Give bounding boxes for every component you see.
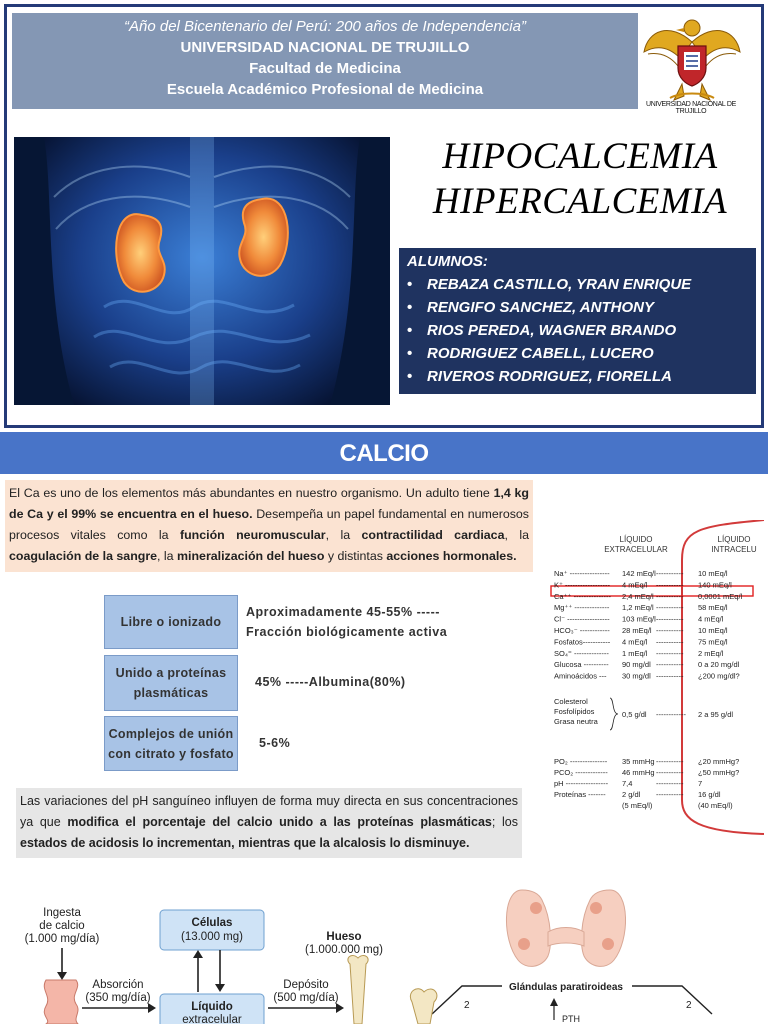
university-name: UNIVERSIDAD NACIONAL DE TRUJILLO xyxy=(180,39,470,56)
fluid-row-label: HCO₃⁻ ------------ xyxy=(554,626,610,635)
right-number: 2 xyxy=(686,1000,692,1011)
gas-row-extracellular: 35 mmHg xyxy=(622,757,655,766)
fluid-row-extracellular: 2,4 mEq/l xyxy=(622,591,654,601)
cells-box xyxy=(160,910,264,950)
university-crest-logo xyxy=(640,12,744,104)
gas-row-label: PCO₂ ------------- xyxy=(554,768,608,777)
fluid-row-intracellular: 0 a 20 mg/dl xyxy=(698,660,740,670)
fluid-row-leader: ----------- xyxy=(656,603,684,613)
lipid-ext: 0,5 g/dl xyxy=(622,710,647,719)
fluid-row-label: Glucosa ---------- xyxy=(554,660,609,670)
ecf-label: extracelular xyxy=(182,1014,242,1024)
gas-row-leader: ----------- xyxy=(656,757,684,766)
lipid-int: 2 a 95 g/dl xyxy=(698,710,734,719)
fluid-row-extracellular: 142 mEq/l xyxy=(622,569,656,578)
gas-row-leader: ----------- xyxy=(656,768,684,777)
fluid-row-extracellular: 90 mg/dl xyxy=(622,660,651,670)
lipid-label: Fosfolípidos xyxy=(554,707,595,716)
fluid-row-extracellular: 1 mEq/l xyxy=(622,648,648,658)
fluid-row-label: K⁺ ------------------ xyxy=(554,580,611,590)
fluid-row-extracellular: 103 mEq/l xyxy=(622,614,656,624)
gas-row-extracellular: 46 mmHg xyxy=(622,768,655,777)
svg-text:------------: ------------ xyxy=(656,710,686,719)
school-name: Escuela Académico Profesional de Medicina xyxy=(166,81,484,98)
gas-row-intracellular: ¿20 mmHg? xyxy=(698,757,740,766)
fluid-row-label: Cl⁻ ----------------- xyxy=(554,614,610,624)
deposit-label: Depósito xyxy=(283,979,329,991)
bone-label: Hueso xyxy=(326,931,362,943)
students-box xyxy=(399,248,756,394)
absorption-label: Absorción xyxy=(92,979,144,991)
fluid-row-extracellular: 4 mEq/l xyxy=(622,637,648,647)
lipid-label: Grasa neutra xyxy=(554,717,598,726)
motto: “Año del Bicentenario del Perú: 200 años de Independencia” xyxy=(124,18,526,35)
fluid-row-leader: ----------- xyxy=(656,671,684,681)
gas-row-label: pH ----------------- xyxy=(554,779,609,788)
deposit-label: (500 mg/día) xyxy=(273,992,339,1004)
presentation-title xyxy=(404,134,756,224)
students-heading: ALUMNOS: xyxy=(407,253,488,270)
kidney-illustration xyxy=(14,137,390,405)
student-name: • RIOS PEREDA, WAGNER BRANDO xyxy=(407,319,748,342)
student-name: • RIVEROS RODRIGUEZ, FIORELLA xyxy=(407,365,748,388)
calcio-intro: El Ca es uno de los elementos más abundantes en nuestro organismo. Un adulto tiene 1,4 kg de Ca y el 99% se encuentra en el hueso. Desempeña un papel fundamental en numerosos procesos vitales como la función neuromuscular, la contractilidad cardiaca, la coagulación de la sangre, la mineralización del hueso y distintas acciones hormonales. xyxy=(5,480,533,572)
fluid-row-leader: ----------- xyxy=(656,569,684,578)
fluid-row-extracellular: 4 mEq/l xyxy=(622,580,648,590)
fluid-row-intracellular: 4 mEq/l xyxy=(698,614,724,624)
fluid-row-leader: ----------- xyxy=(656,648,684,658)
intake-label: de calcio xyxy=(39,920,85,932)
col1-header: LÍQUIDO xyxy=(619,535,653,544)
fluid-row-intracellular: ¿200 mg/dl? xyxy=(698,671,740,681)
glands-label: Glándulas paratiroideas xyxy=(509,982,623,993)
cells-label: Células xyxy=(191,917,233,929)
fluid-row-intracellular: 58 mEq/l xyxy=(698,603,728,613)
fraction-protein-box: Unido a proteínas plasmáticas xyxy=(104,655,238,711)
fluid-row-intracellular: 0,0001 mEq/l xyxy=(698,591,743,601)
fluid-row-label: SO₄⁼ -------------- xyxy=(554,648,609,658)
fluid-row-extracellular: 28 mEq/l xyxy=(622,626,652,635)
title-line-1: HIPOCALCEMIA xyxy=(442,136,718,177)
fluid-row-extracellular: 30 mg/dl xyxy=(622,671,651,681)
absorption-label: (350 mg/día) xyxy=(85,992,151,1004)
intake-label: Ingesta xyxy=(43,907,81,919)
gas-row-label: PO₂ --------------- xyxy=(554,757,608,766)
fraction-free-desc: Aproximadamente 45-55% ----- Fracción biológicamente activa xyxy=(246,605,448,639)
fluid-row-intracellular: 140 mEq/l xyxy=(698,580,732,590)
fraction-complex-box: Complejos de unión con citrato y fosfato xyxy=(104,716,238,771)
intake-label: (1.000 mg/día) xyxy=(24,933,100,945)
fluid-row-label: Aminoácidos --- xyxy=(554,671,607,681)
protein-ext2: (5 mEq/l) xyxy=(622,801,653,810)
fluid-row-extracellular: 1,2 mEq/l xyxy=(622,603,654,613)
fraction-complex-desc: 5-6% xyxy=(259,736,291,750)
fluid-row-leader: ----------- xyxy=(656,660,684,670)
fluid-row-leader: ----------- xyxy=(656,637,684,647)
university-banner xyxy=(12,13,638,109)
title-line-2: HIPERCALCEMIA xyxy=(432,181,728,222)
fluid-row-leader: ----------- xyxy=(656,591,684,601)
student-name: • RODRIGUEZ CABELL, LUCERO xyxy=(407,342,748,365)
fluid-row-intracellular: 10 mEq/l xyxy=(698,626,728,635)
cells-label: (13.000 mg) xyxy=(180,931,244,943)
gas-row-intracellular: ¿50 mmHg? xyxy=(698,768,740,777)
fluid-row-label: Ca⁺⁺ --------------- xyxy=(554,591,612,601)
protein-int2: (40 mEq/l) xyxy=(698,801,733,810)
fluid-row-leader: ----------- xyxy=(656,626,684,635)
fraction-protein-desc: 45% -----Albumina(80%) xyxy=(255,675,406,689)
crest-caption: UNIVERSIDAD NACIONAL DE TRUJILLO xyxy=(645,101,737,115)
fraction-free-box: Libre o ionizado xyxy=(104,595,238,649)
gas-row-extracellular: 2 g/dl xyxy=(622,790,641,799)
fluid-row-intracellular: 2 mEq/l xyxy=(698,648,724,658)
gas-row-leader: ----------- xyxy=(656,779,684,788)
student-name: • REBAZA CASTILLO, YRAN ENRIQUE xyxy=(407,273,748,296)
fluid-row-leader: ----------- xyxy=(656,614,684,624)
students-list xyxy=(407,273,748,388)
left-number: 2 xyxy=(464,1000,470,1011)
fluid-row-intracellular: 10 mEq/l xyxy=(698,569,728,578)
ph-note: Las variaciones del pH sanguíneo influyen de forma muy directa en sus concentraciones ya que modifica el porcentaje del calcio unido a las proteínas plasmáticas; los estados de acidosis lo incrementan, mientras que la alcalosis lo disminuye. xyxy=(16,788,522,858)
gas-row-intracellular: 16 g/dl xyxy=(698,790,721,799)
ecf-label: Líquido xyxy=(191,1001,233,1013)
fluid-row-intracellular: 75 mEq/l xyxy=(698,637,728,647)
col1-header: EXTRACELULAR xyxy=(604,545,668,554)
fluid-row-leader: ----------- xyxy=(656,580,684,590)
faculty-name: Facultad de Medicina xyxy=(249,60,401,77)
gas-row-extracellular: 7,4 xyxy=(622,779,633,788)
student-name: • RENGIFO SANCHEZ, ANTHONY xyxy=(407,296,748,319)
pth-label: PTH xyxy=(562,1014,580,1024)
fluid-row-label: Fosfatos----------- xyxy=(554,637,611,647)
gas-row-intracellular: 7 xyxy=(698,779,703,788)
fluid-row-label: Mg⁺⁺ -------------- xyxy=(554,603,610,613)
calcio-heading: CALCIO xyxy=(0,432,768,474)
calcium-flow-diagram xyxy=(0,890,400,1024)
parathyroid-diagram xyxy=(402,880,768,1024)
col2-header: INTRACELU xyxy=(711,545,757,554)
fluid-composition-table xyxy=(548,520,764,835)
gas-row-leader: ----------- xyxy=(656,790,684,799)
gas-row-label: Proteínas ------- xyxy=(554,790,606,799)
fluid-row-label: Na⁺ ---------------- xyxy=(554,569,610,578)
lipid-label: Colesterol xyxy=(554,697,588,706)
bone-label: (1.000.000 mg) xyxy=(305,944,383,956)
col2-header: LÍQUIDO xyxy=(717,535,751,544)
